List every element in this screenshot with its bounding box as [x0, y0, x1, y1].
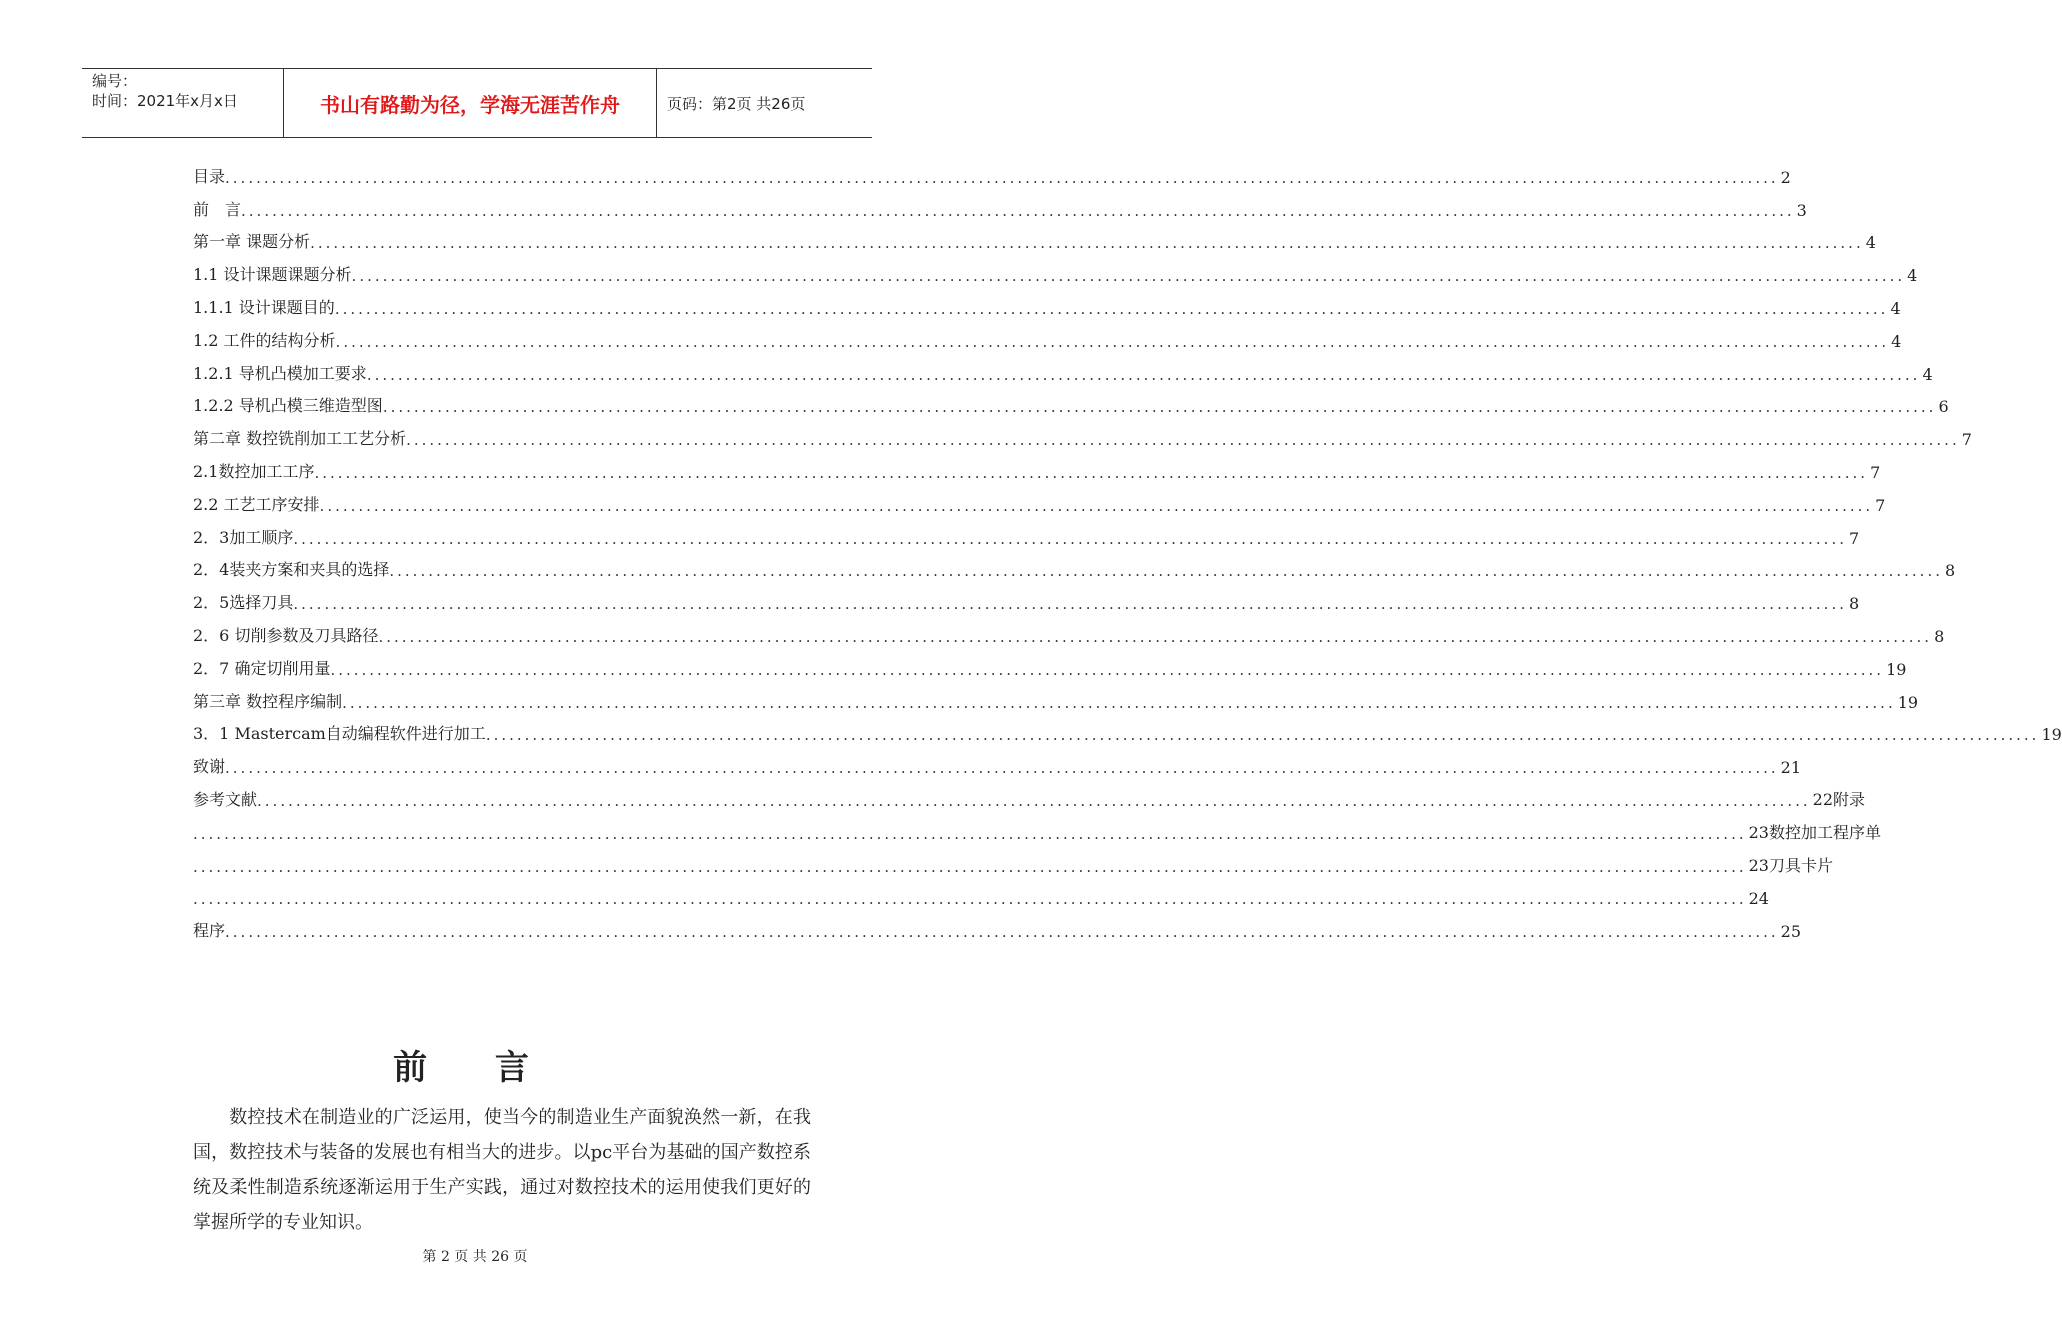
toc-entry[interactable]: [193, 252, 1918, 286]
toc-entry-title: 1.1 设计课题课题分析: [193, 265, 352, 285]
toc-entry-page: 8: [1849, 594, 1860, 614]
toc-leader-dots: ........................................................................................................................................................................................................: [314, 463, 1869, 482]
header-meta: [82, 69, 284, 137]
toc-entry-page: 7: [1961, 430, 1972, 450]
toc-leader-dots: ........................................................................................................................................................................................................: [334, 299, 1889, 318]
toc-entry[interactable]: [193, 154, 1791, 187]
toc-leader-dots: ........................................................................................................................................................................................................: [382, 398, 1937, 417]
toc-entry[interactable]: [193, 318, 1902, 351]
toc-entry-title: 2.2 工艺工序安排: [193, 494, 320, 514]
toc-entry[interactable]: [193, 482, 1886, 515]
toc-entry[interactable]: [193, 679, 1919, 712]
toc-entry-title: 第二章 数控铣削加工工艺分析: [193, 429, 407, 449]
toc-leader-dots: ........................................................................................................................................................................................................: [241, 201, 1795, 220]
toc-entry[interactable]: [193, 744, 1801, 778]
toc-entry-page: 3: [1796, 200, 1807, 220]
toc-entry-title: 致谢: [193, 757, 226, 777]
section-title: 前 言: [393, 1048, 557, 1088]
toc-entry-title: 2．7 确定切削用量: [193, 658, 331, 678]
toc-entry-page: 4: [1922, 364, 1933, 384]
toc-entry-page: 4: [1865, 233, 1876, 253]
toc-entry-page: 24: [1748, 889, 1769, 909]
toc-leader-dots: ........................................................................................................................................................................................................: [225, 759, 1779, 778]
toc-leader-dots: ........................................................................................................................................................................................................: [485, 726, 2040, 745]
toc-entry-page: 7: [1870, 462, 1881, 482]
table-of-contents: [193, 154, 2062, 942]
toc-entry-page: 8: [1945, 561, 1956, 581]
toc-entry-page: 6: [1938, 397, 1949, 417]
header-motto: 书山有路勤为径，学海无涯苦作舟: [284, 69, 657, 137]
toc-leader-dots: ........................................................................................................................................................................................................: [406, 431, 1960, 450]
toc-leader-dots: ........................................................................................................................................................................................................: [193, 857, 1747, 876]
toc-entry-page: 7: [1849, 528, 1860, 548]
preface-text: 数控技术在制造业的广泛运用，使当今的制造业生产面貌涣然一新，在我国，数控技术与装备的发展也有相当大的进步。以pc平台为基础的国产数控系统及柔性制造系统逐渐运用于生产实践，通过对数控技术的运用使我们更好的掌握所学的专业知识。: [193, 1107, 811, 1233]
toc-entry-page: 19: [1897, 692, 1919, 712]
toc-entry-page: 23数控加工程序单: [1748, 822, 1881, 842]
toc-entry[interactable]: [193, 613, 1945, 646]
toc-entry-title: 2．3加工顺序: [193, 527, 294, 547]
time-label: 时间：2021年x月x日: [92, 92, 238, 110]
toc-entry[interactable]: [193, 712, 2062, 745]
toc-entry[interactable]: [193, 384, 1949, 417]
toc-leader-dots: ........................................................................................................................................................................................................: [319, 496, 1874, 515]
toc-leader-dots: ........................................................................................................................................................................................................: [389, 562, 1943, 581]
toc-entry-title: 2.1数控加工工序: [193, 461, 315, 481]
toc-leader-dots: ........................................................................................................................................................................................................: [310, 234, 1864, 253]
toc-entry-title: 2．5选择刀具: [193, 593, 294, 613]
toc-leader-dots: ........................................................................................................................................................................................................: [293, 529, 1847, 548]
toc-entry-page: 7: [1875, 495, 1886, 515]
toc-entry[interactable]: [193, 810, 1881, 843]
toc-entry-title: 目录: [193, 166, 226, 186]
toc-entry-page: 4: [1907, 266, 1918, 286]
toc-entry-page: 2: [1780, 167, 1791, 187]
toc-entry[interactable]: [193, 843, 1833, 876]
toc-entry-page: 25: [1780, 922, 1801, 942]
toc-entry[interactable]: [193, 351, 1933, 384]
page-footer: 第 2 页 共 26 页: [422, 1249, 528, 1265]
toc-leader-dots: ........................................................................................................................................................................................................: [193, 824, 1747, 843]
toc-entry[interactable]: [193, 777, 1866, 810]
toc-entry-page: 21: [1780, 758, 1801, 778]
toc-entry-page: 19: [1886, 659, 1907, 679]
toc-entry[interactable]: [193, 285, 1901, 318]
toc-leader-dots: ........................................................................................................................................................................................................: [225, 168, 1779, 187]
toc-entry[interactable]: [193, 187, 1807, 220]
toc-leader-dots: ........................................................................................................................................................................................................: [342, 693, 1896, 712]
toc-leader-dots: ........................................................................................................................................................................................................: [378, 627, 1933, 646]
toc-entry-page: 19: [2041, 725, 2062, 745]
toc-entry[interactable]: [193, 580, 1860, 614]
toc-entry-title: 2．6 切削参数及刀具路径: [193, 625, 379, 645]
page-header: [82, 68, 872, 138]
toc-entry-page: 4: [1891, 331, 1902, 351]
toc-leader-dots: ........................................................................................................................................................................................................: [193, 890, 1747, 909]
toc-entry-title: 第三章 数控程序编制: [193, 691, 343, 711]
toc-entry-page: 22附录: [1812, 789, 1866, 809]
toc-entry[interactable]: [193, 646, 1907, 679]
toc-leader-dots: ........................................................................................................................................................................................................: [330, 660, 1885, 679]
toc-entry-title: 1.2.2 导机凸模三维造型图: [193, 396, 383, 416]
toc-entry[interactable]: [193, 876, 1769, 909]
preface-paragraph: [193, 1100, 811, 1240]
number-label: 编号：: [92, 72, 138, 90]
toc-entry-title: 2．4装夹方案和夹具的选择: [193, 560, 390, 580]
toc-entry[interactable]: [193, 220, 1876, 253]
toc-entry-title: 1.1.1 设计课题目的: [193, 297, 335, 317]
toc-entry-title: 1.2 工件的结构分析: [193, 330, 336, 350]
toc-entry[interactable]: [193, 548, 1956, 581]
toc-entry-title: 程序: [193, 921, 226, 941]
toc-entry-title: 前 言: [193, 199, 242, 219]
toc-entry-page: 23刀具卡片: [1748, 855, 1833, 875]
toc-entry[interactable]: [193, 449, 1881, 482]
toc-leader-dots: ........................................................................................................................................................................................................: [225, 923, 1779, 942]
toc-leader-dots: ........................................................................................................................................................................................................: [293, 595, 1847, 614]
toc-entry-title: 1.2.1 导机凸模加工要求: [193, 363, 367, 383]
toc-leader-dots: ........................................................................................................................................................................................................: [335, 332, 1890, 351]
toc-entry-page: 4: [1890, 298, 1901, 318]
toc-entry-page: 8: [1934, 626, 1945, 646]
header-page-info: 页码：第2页 共26页: [667, 94, 806, 113]
toc-leader-dots: ........................................................................................................................................................................................................: [351, 267, 1906, 286]
toc-entry[interactable]: [193, 515, 1860, 548]
toc-leader-dots: ........................................................................................................................................................................................................: [366, 365, 1921, 384]
toc-leader-dots: ........................................................................................................................................................................................................: [257, 791, 1811, 810]
toc-entry-title: 3．1 Mastercam自动编程软件进行加工: [193, 724, 486, 744]
toc-entry-title: 参考文献: [193, 789, 258, 809]
toc-entry-title: 第一章 课题分析: [193, 232, 311, 252]
toc-entry[interactable]: [193, 908, 1801, 942]
toc-entry[interactable]: [193, 416, 1972, 450]
